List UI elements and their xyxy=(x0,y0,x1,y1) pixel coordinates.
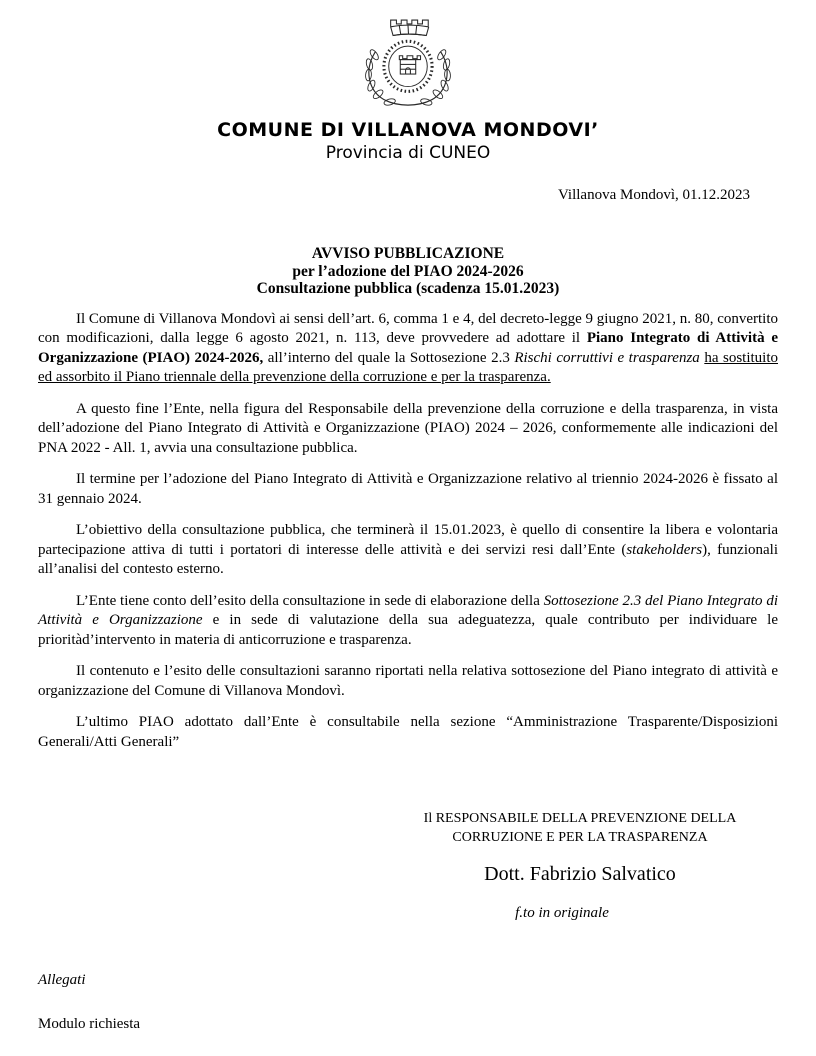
attachments-label: Allegati xyxy=(38,972,86,988)
document-paragraphs xyxy=(38,310,778,753)
municipal-coat-of-arms-icon xyxy=(355,15,461,109)
signer-name: Dott. Fabrizio Salvatico xyxy=(484,863,676,885)
notice-title-line3: Consultazione pubblica (scadenza 15.01.2023) xyxy=(256,280,560,297)
paragraph xyxy=(38,470,778,509)
dateline: Villanova Mondovì, 01.12.2023 xyxy=(557,187,750,203)
text-segment: Sottosezione 2.3 del Piano Integrato di Attività e Organizzazione xyxy=(38,592,779,628)
text-segment: L’Ente tiene conto dell’esito della consultazione in sede di elaborazione della xyxy=(76,592,544,609)
municipality-title: COMUNE DI VILLANOVA MONDOVI’ xyxy=(217,119,599,141)
paragraph xyxy=(38,662,778,701)
text-segment: ), funzionali all’analisi del contesto esterno. xyxy=(38,541,778,577)
text-segment: Rischi corruttivi e trasparenza xyxy=(514,349,700,366)
document-header xyxy=(38,15,778,114)
signature-block xyxy=(400,809,760,922)
province-subtitle: Provincia di CUNEO xyxy=(325,143,491,163)
paragraph xyxy=(38,592,778,651)
text-segment: Il contenuto e l’esito delle consultazioni saranno riportati nella relativa sottosezione del Piano integrato di attività e organizzazione del Comune di Villanova Mondovì. xyxy=(38,663,778,699)
text-segment: all’interno del quale la Sottosezione 2.3 xyxy=(263,349,515,366)
text-segment: ha sostituito ed assorbito il Piano triennale della prevenzione della corruzione e per la trasparenza. xyxy=(38,349,778,385)
text-segment: Il termine per l’adozione del Piano Integrato di Attività e Organizzazione relativo al triennio 2024-2026 è fissato al 31 gennaio 2024. xyxy=(38,471,778,507)
paragraph xyxy=(38,521,778,580)
text-segment: e in sede di valutazione della sua adeguatezza, quale contributo per individuare le prioritàd’intervento in materia di anticorruzione e trasparenza. xyxy=(38,612,778,648)
signer-role-line1: Il RESPONSABILE DELLA PREVENZIONE DELLA xyxy=(423,811,737,826)
paragraph xyxy=(38,713,778,752)
text-segment: A questo fine l’Ente, nella figura del Responsabile della prevenzione della corruzione e della trasparenza, in vista dell’adozione del Piano Integrato di Attività e Organizzazione (PIAO) 2024 – 2026, conformemente alle indicazioni del PNA 2022 - All. 1, avvia una consultazione pubblica. xyxy=(38,400,778,456)
attachment-item: Modulo richiesta xyxy=(38,1016,141,1032)
notice-title-line2: per l’adozione del PIAO 2024-2026 xyxy=(292,262,524,280)
attachments-section xyxy=(38,972,778,1033)
paragraph xyxy=(38,310,778,388)
notice-title xyxy=(38,245,778,298)
signature-note: f.to in originale xyxy=(515,905,609,921)
text-segment: stakeholders xyxy=(626,541,703,558)
paragraph xyxy=(38,400,778,459)
text-segment: L’ultimo PIAO adottato dall’Ente è consultabile nella sezione “Amministrazione Trasparente/Disposizioni Generali/Atti Generali” xyxy=(38,714,778,750)
text-segment: Piano Integrato di Attività e Organizzazione (PIAO) 2024-2026, xyxy=(38,330,778,366)
text-segment: L’obiettivo della consultazione pubblica, che terminerà il 15.01.2023, è quello di consentire la libera e volontaria partecipazione attiva di tutti i portatori di interesse delle attività e dei servizi resi dall’Ente ( xyxy=(38,522,778,558)
signer-role-line2: CORRUZIONE E PER LA TRASPARENZA xyxy=(452,830,708,845)
text-segment: Il Comune di Villanova Mondovì ai sensi dell’art. 6, comma 1 e 4, del decreto-legge 9 giugno 2021, n. 80, convertito con modificazioni, dalla legge 6 agosto 2021, n. 113, deve provvedere ad adottare il xyxy=(38,310,779,346)
notice-title-line1: AVVISO PUBBLICAZIONE xyxy=(311,245,505,262)
